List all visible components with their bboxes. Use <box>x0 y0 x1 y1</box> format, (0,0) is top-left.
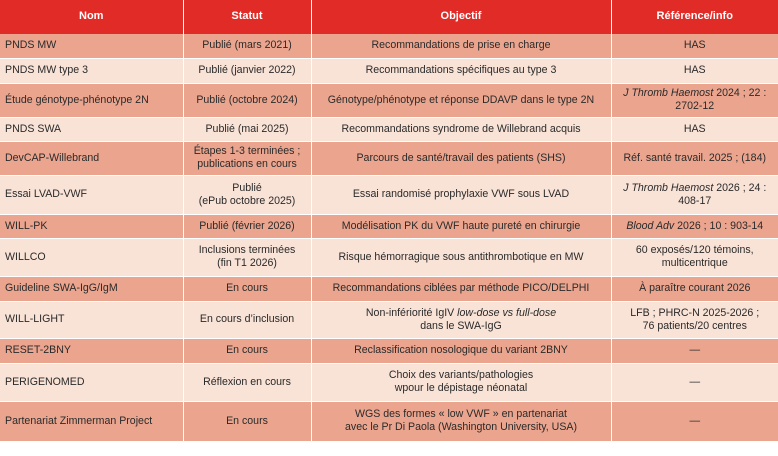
status-line: (ePub octobre 2025) <box>198 194 296 207</box>
objective-line: WGS des formes « low VWF » en partenariat <box>355 408 567 421</box>
reference-journal: J Thromb Haemost <box>623 87 714 100</box>
reference-line: multicentrique <box>661 257 728 269</box>
header-name: Nom <box>0 0 183 34</box>
cell-objective: Recommandations ciblées par méthode PICO/DELPHI <box>311 276 611 301</box>
table-row <box>0 363 778 401</box>
table-row <box>0 338 778 363</box>
cell-objective: Recommandations spécifiques au type 3 <box>311 58 611 83</box>
cell-objective: Génotype/phénotype et réponse DDAVP dans le type 2N <box>311 83 611 117</box>
cell-status: Réflexion en cours <box>183 363 311 401</box>
header-objective: Objectif <box>311 0 611 34</box>
cell-reference: — <box>611 338 778 363</box>
cell-status: Étapes 1-3 terminées ; publications en cours <box>183 141 311 175</box>
cell-name: DevCAP-Willebrand <box>0 141 183 175</box>
table-row <box>0 238 778 276</box>
cell-objective <box>311 401 611 441</box>
table-row <box>0 276 778 301</box>
cell-reference: Réf. santé travail. 2025 ; (184) <box>611 141 778 175</box>
cell-status: Publié (mai 2025) <box>183 117 311 141</box>
cell-status: En cours <box>183 276 311 301</box>
objective-line: avec le Pr Di Paola (Washington University, USA) <box>345 421 577 433</box>
cell-status: Publié (mars 2021) <box>183 34 311 58</box>
cell-objective: Risque hémorragique sous antithrombotique en MW <box>311 238 611 276</box>
cell-status: En cours d’inclusion <box>183 301 311 338</box>
table-row <box>0 141 778 175</box>
cell-name: Guideline SWA-IgG/IgM <box>0 276 183 301</box>
table-row <box>0 34 778 58</box>
cell-objective: Parcours de santé/travail des patients (SHS) <box>311 141 611 175</box>
cell-reference: — <box>611 401 778 441</box>
cell-reference <box>611 83 778 117</box>
objective-line <box>316 307 607 320</box>
cell-objective <box>311 363 611 401</box>
cell-status: Publié (octobre 2024) <box>183 83 311 117</box>
table-header <box>0 0 778 34</box>
table-row <box>0 117 778 141</box>
cell-status <box>183 175 311 214</box>
table-row <box>0 214 778 238</box>
header-row <box>0 0 778 34</box>
cell-reference: HAS <box>611 117 778 141</box>
cell-reference: HAS <box>611 34 778 58</box>
cell-status: En cours <box>183 338 311 363</box>
cell-reference <box>611 238 778 276</box>
header-reference: Référence/info <box>611 0 778 34</box>
cell-status: En cours <box>183 401 311 441</box>
cell-reference <box>611 301 778 338</box>
cell-reference: — <box>611 363 778 401</box>
reference-citation: 2024 ; 22 : 2702-12 <box>675 87 767 112</box>
cell-objective: Essai randomisé prophylaxie VWF sous LVAD <box>311 175 611 214</box>
objective-line: Choix des variants/pathologies <box>388 369 534 382</box>
cell-name: WILL-PK <box>0 214 183 238</box>
cell-reference <box>611 214 778 238</box>
cell-reference: HAS <box>611 58 778 83</box>
cell-name: PNDS MW type 3 <box>0 58 183 83</box>
objective-line: dans le SWA-IgG <box>420 319 502 332</box>
cell-name: Essai LVAD-VWF <box>0 175 183 214</box>
reference-journal: Blood Adv <box>626 219 675 232</box>
cell-reference <box>611 175 778 214</box>
reference-citation: 2026 ; 10 : 903-14 <box>674 219 764 232</box>
table-row <box>0 175 778 214</box>
cell-status: Publié (février 2026) <box>183 214 311 238</box>
status-line: Inclusions terminées <box>198 244 296 257</box>
table-row <box>0 401 778 441</box>
status-line: (fin T1 2026) <box>217 257 277 269</box>
reference-journal: J Thromb Haemost <box>623 181 714 194</box>
cell-name: WILLCO <box>0 238 183 276</box>
cell-objective: Recommandations syndrome de Willebrand acquis <box>311 117 611 141</box>
objective-emphasis: low-dose vs full-dose <box>457 306 557 319</box>
cell-name: Partenariat Zimmerman Project <box>0 401 183 441</box>
reference-line: 76 patients/20 centres <box>642 319 747 332</box>
cell-name: PNDS SWA <box>0 117 183 141</box>
header-status: Statut <box>183 0 311 34</box>
table-row <box>0 301 778 338</box>
cell-name: PNDS MW <box>0 34 183 58</box>
reference-citation: 2026 ; 24 : 408-17 <box>678 181 767 207</box>
reference-line: LFB ; PHRC-N 2025-2026 ; <box>630 306 760 319</box>
cell-name: Étude génotype-phénotype 2N <box>0 83 183 117</box>
table-body <box>0 34 778 441</box>
status-line: Publié <box>232 181 262 194</box>
cell-reference: À paraître courant 2026 <box>611 276 778 301</box>
objective-text: Non-infériorité IgIV <box>365 306 458 319</box>
cell-name: PERIGENOMED <box>0 363 183 401</box>
cell-objective: Recommandations de prise en charge <box>311 34 611 58</box>
cell-objective <box>311 301 611 338</box>
reference-line: 60 exposés/120 témoins, <box>635 244 754 257</box>
cell-name: RESET-2BNY <box>0 338 183 363</box>
cell-status: Publié (janvier 2022) <box>183 58 311 83</box>
cell-name: WILL-LIGHT <box>0 301 183 338</box>
table-row <box>0 83 778 117</box>
objective-line: wpour le dépistage néonatal <box>394 382 528 394</box>
table-row <box>0 58 778 83</box>
cell-status <box>183 238 311 276</box>
cell-objective: Modélisation PK du VWF haute pureté en chirurgie <box>311 214 611 238</box>
cell-objective: Reclassification nosologique du variant 2BNY <box>311 338 611 363</box>
